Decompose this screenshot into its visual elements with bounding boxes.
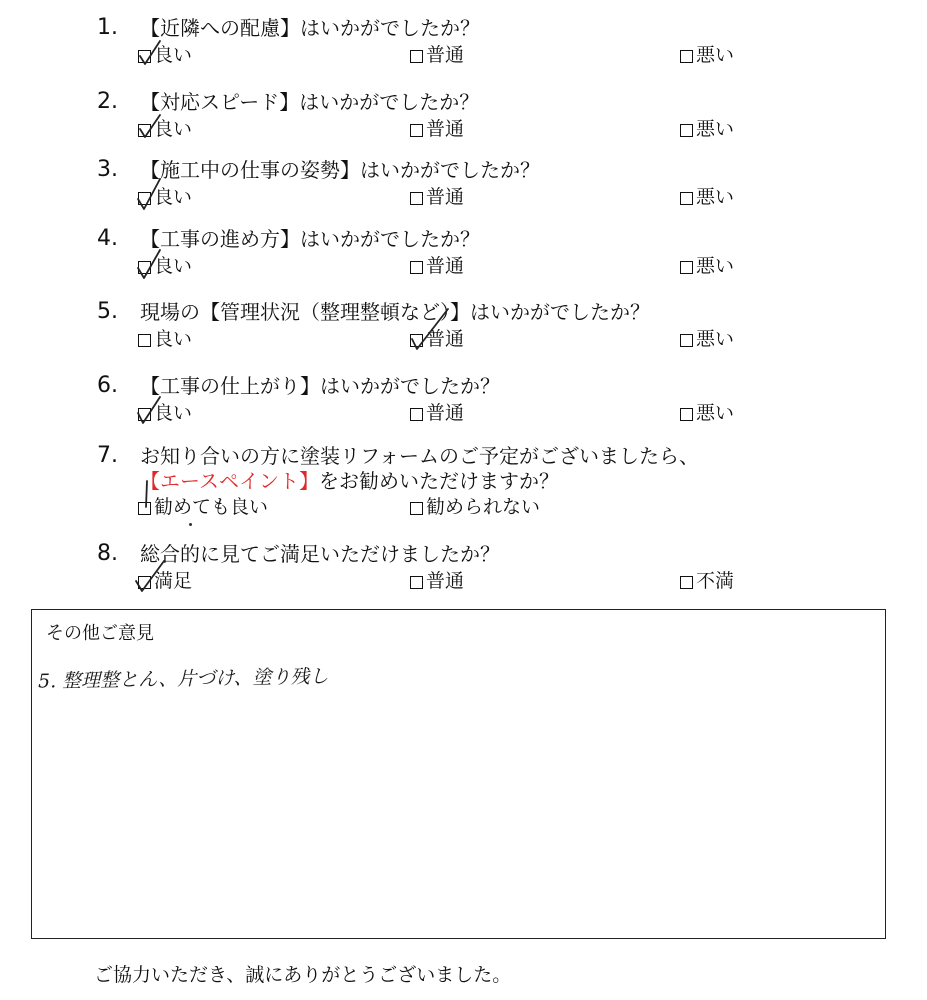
question-text: 【工事の進め方】はいかがでしたか？ (140, 227, 480, 251)
option-normal[interactable] (410, 185, 464, 209)
option-label: 良い (154, 402, 193, 424)
checkbox[interactable] (680, 576, 693, 589)
checkbox[interactable] (680, 192, 693, 205)
option-label: 不満 (696, 570, 735, 592)
checkbox[interactable] (138, 334, 151, 347)
option-label: 普通 (426, 118, 465, 140)
stray-mark (189, 523, 192, 526)
question-text: 現場の【管理状況（整理整頓など）】はいかがでしたか？ (140, 300, 650, 324)
question-text-line2 (140, 468, 559, 494)
checkbox[interactable] (680, 50, 693, 63)
other-comments-box[interactable] (31, 609, 886, 939)
option-good[interactable] (138, 117, 192, 141)
checkbox[interactable] (138, 124, 151, 137)
checkbox[interactable] (410, 261, 423, 274)
question-4 (0, 226, 927, 278)
option-label: 勧められない (426, 496, 541, 518)
checkbox[interactable] (138, 192, 151, 205)
option-label: 悪い (696, 328, 735, 350)
question-text: 総合的に見てご満足いただけましたか？ (140, 542, 500, 566)
option-bad[interactable] (680, 254, 734, 278)
option-label: 良い (154, 44, 193, 66)
option-dissatisfied[interactable] (680, 569, 734, 593)
option-normal[interactable] (410, 117, 464, 141)
option-normal[interactable] (410, 327, 464, 351)
question-2 (0, 89, 927, 141)
question-3 (0, 157, 927, 209)
checkbox[interactable] (410, 192, 423, 205)
question-text-rest: をお勧めいただけますか？ (319, 469, 559, 493)
question-5 (0, 299, 927, 351)
question-8 (0, 541, 927, 593)
question-number: 2. (97, 89, 118, 114)
option-label: 悪い (696, 44, 735, 66)
option-label: 悪い (696, 118, 735, 140)
option-label: 良い (154, 255, 193, 277)
option-label: 悪い (696, 186, 735, 208)
option-good[interactable] (138, 185, 192, 209)
checkbox[interactable] (410, 124, 423, 137)
option-label: 良い (154, 328, 193, 350)
checkbox[interactable] (138, 502, 151, 515)
checkbox[interactable] (138, 408, 151, 421)
question-7 (0, 443, 927, 519)
checkbox[interactable] (410, 408, 423, 421)
option-label: 悪い (696, 255, 735, 277)
checkbox[interactable] (410, 576, 423, 589)
company-name: 【エースペイント】 (140, 469, 319, 493)
checkbox[interactable] (680, 334, 693, 347)
other-comments-title: その他ご意見 (46, 623, 154, 644)
checkbox[interactable] (410, 50, 423, 63)
option-recommend[interactable] (138, 495, 268, 519)
question-text-line1: お知り合いの方に塗装リフォームのご予定がございましたら、 (140, 444, 699, 468)
option-bad[interactable] (680, 327, 734, 351)
checkbox[interactable] (680, 124, 693, 137)
question-text: 【施工中の仕事の姿勢】はいかがでしたか？ (140, 158, 540, 182)
option-label: 悪い (696, 402, 735, 424)
option-normal[interactable] (410, 43, 464, 67)
option-not-recommend[interactable] (410, 495, 540, 519)
option-normal[interactable] (410, 569, 464, 593)
question-number: 7. (97, 443, 118, 468)
handwritten-comment: 5. 整理整とん、片づけ、塗り残し (37, 665, 329, 693)
question-number: 5. (97, 299, 118, 324)
question-number: 8. (97, 541, 118, 566)
question-number: 1. (97, 15, 118, 40)
checkbox[interactable] (680, 408, 693, 421)
checkbox[interactable] (138, 261, 151, 274)
question-number: 3. (97, 157, 118, 182)
option-label: 普通 (426, 328, 465, 350)
option-label: 普通 (426, 44, 465, 66)
option-bad[interactable] (680, 117, 734, 141)
option-good[interactable] (138, 327, 192, 351)
question-number: 4. (97, 226, 118, 251)
option-normal[interactable] (410, 254, 464, 278)
checkbox[interactable] (138, 50, 151, 63)
option-normal[interactable] (410, 401, 464, 425)
option-bad[interactable] (680, 185, 734, 209)
option-label: 勧めても良い (154, 496, 269, 518)
option-label: 普通 (426, 186, 465, 208)
option-label: 良い (154, 186, 193, 208)
question-text: 【近隣への配慮】はいかがでしたか？ (140, 16, 480, 40)
checkbox[interactable] (138, 576, 151, 589)
question-text: 【対応スピード】はいかがでしたか？ (140, 90, 480, 114)
option-satisfied[interactable] (138, 569, 192, 593)
question-6 (0, 373, 927, 425)
option-label: 良い (154, 118, 193, 140)
question-text: 【工事の仕上がり】はいかがでしたか？ (140, 374, 500, 398)
option-good[interactable] (138, 401, 192, 425)
option-good[interactable] (138, 254, 192, 278)
option-good[interactable] (138, 43, 192, 67)
option-label: 満足 (154, 570, 193, 592)
option-bad[interactable] (680, 43, 734, 67)
thank-you-message: ご協力いただき、誠にありがとうございました。 (94, 964, 512, 986)
checkbox[interactable] (410, 502, 423, 515)
checkbox[interactable] (410, 334, 423, 347)
checkbox[interactable] (680, 261, 693, 274)
question-1 (0, 15, 927, 67)
option-label: 普通 (426, 570, 465, 592)
option-label: 普通 (426, 255, 465, 277)
option-label: 普通 (426, 402, 465, 424)
question-number: 6. (97, 373, 118, 398)
option-bad[interactable] (680, 401, 734, 425)
